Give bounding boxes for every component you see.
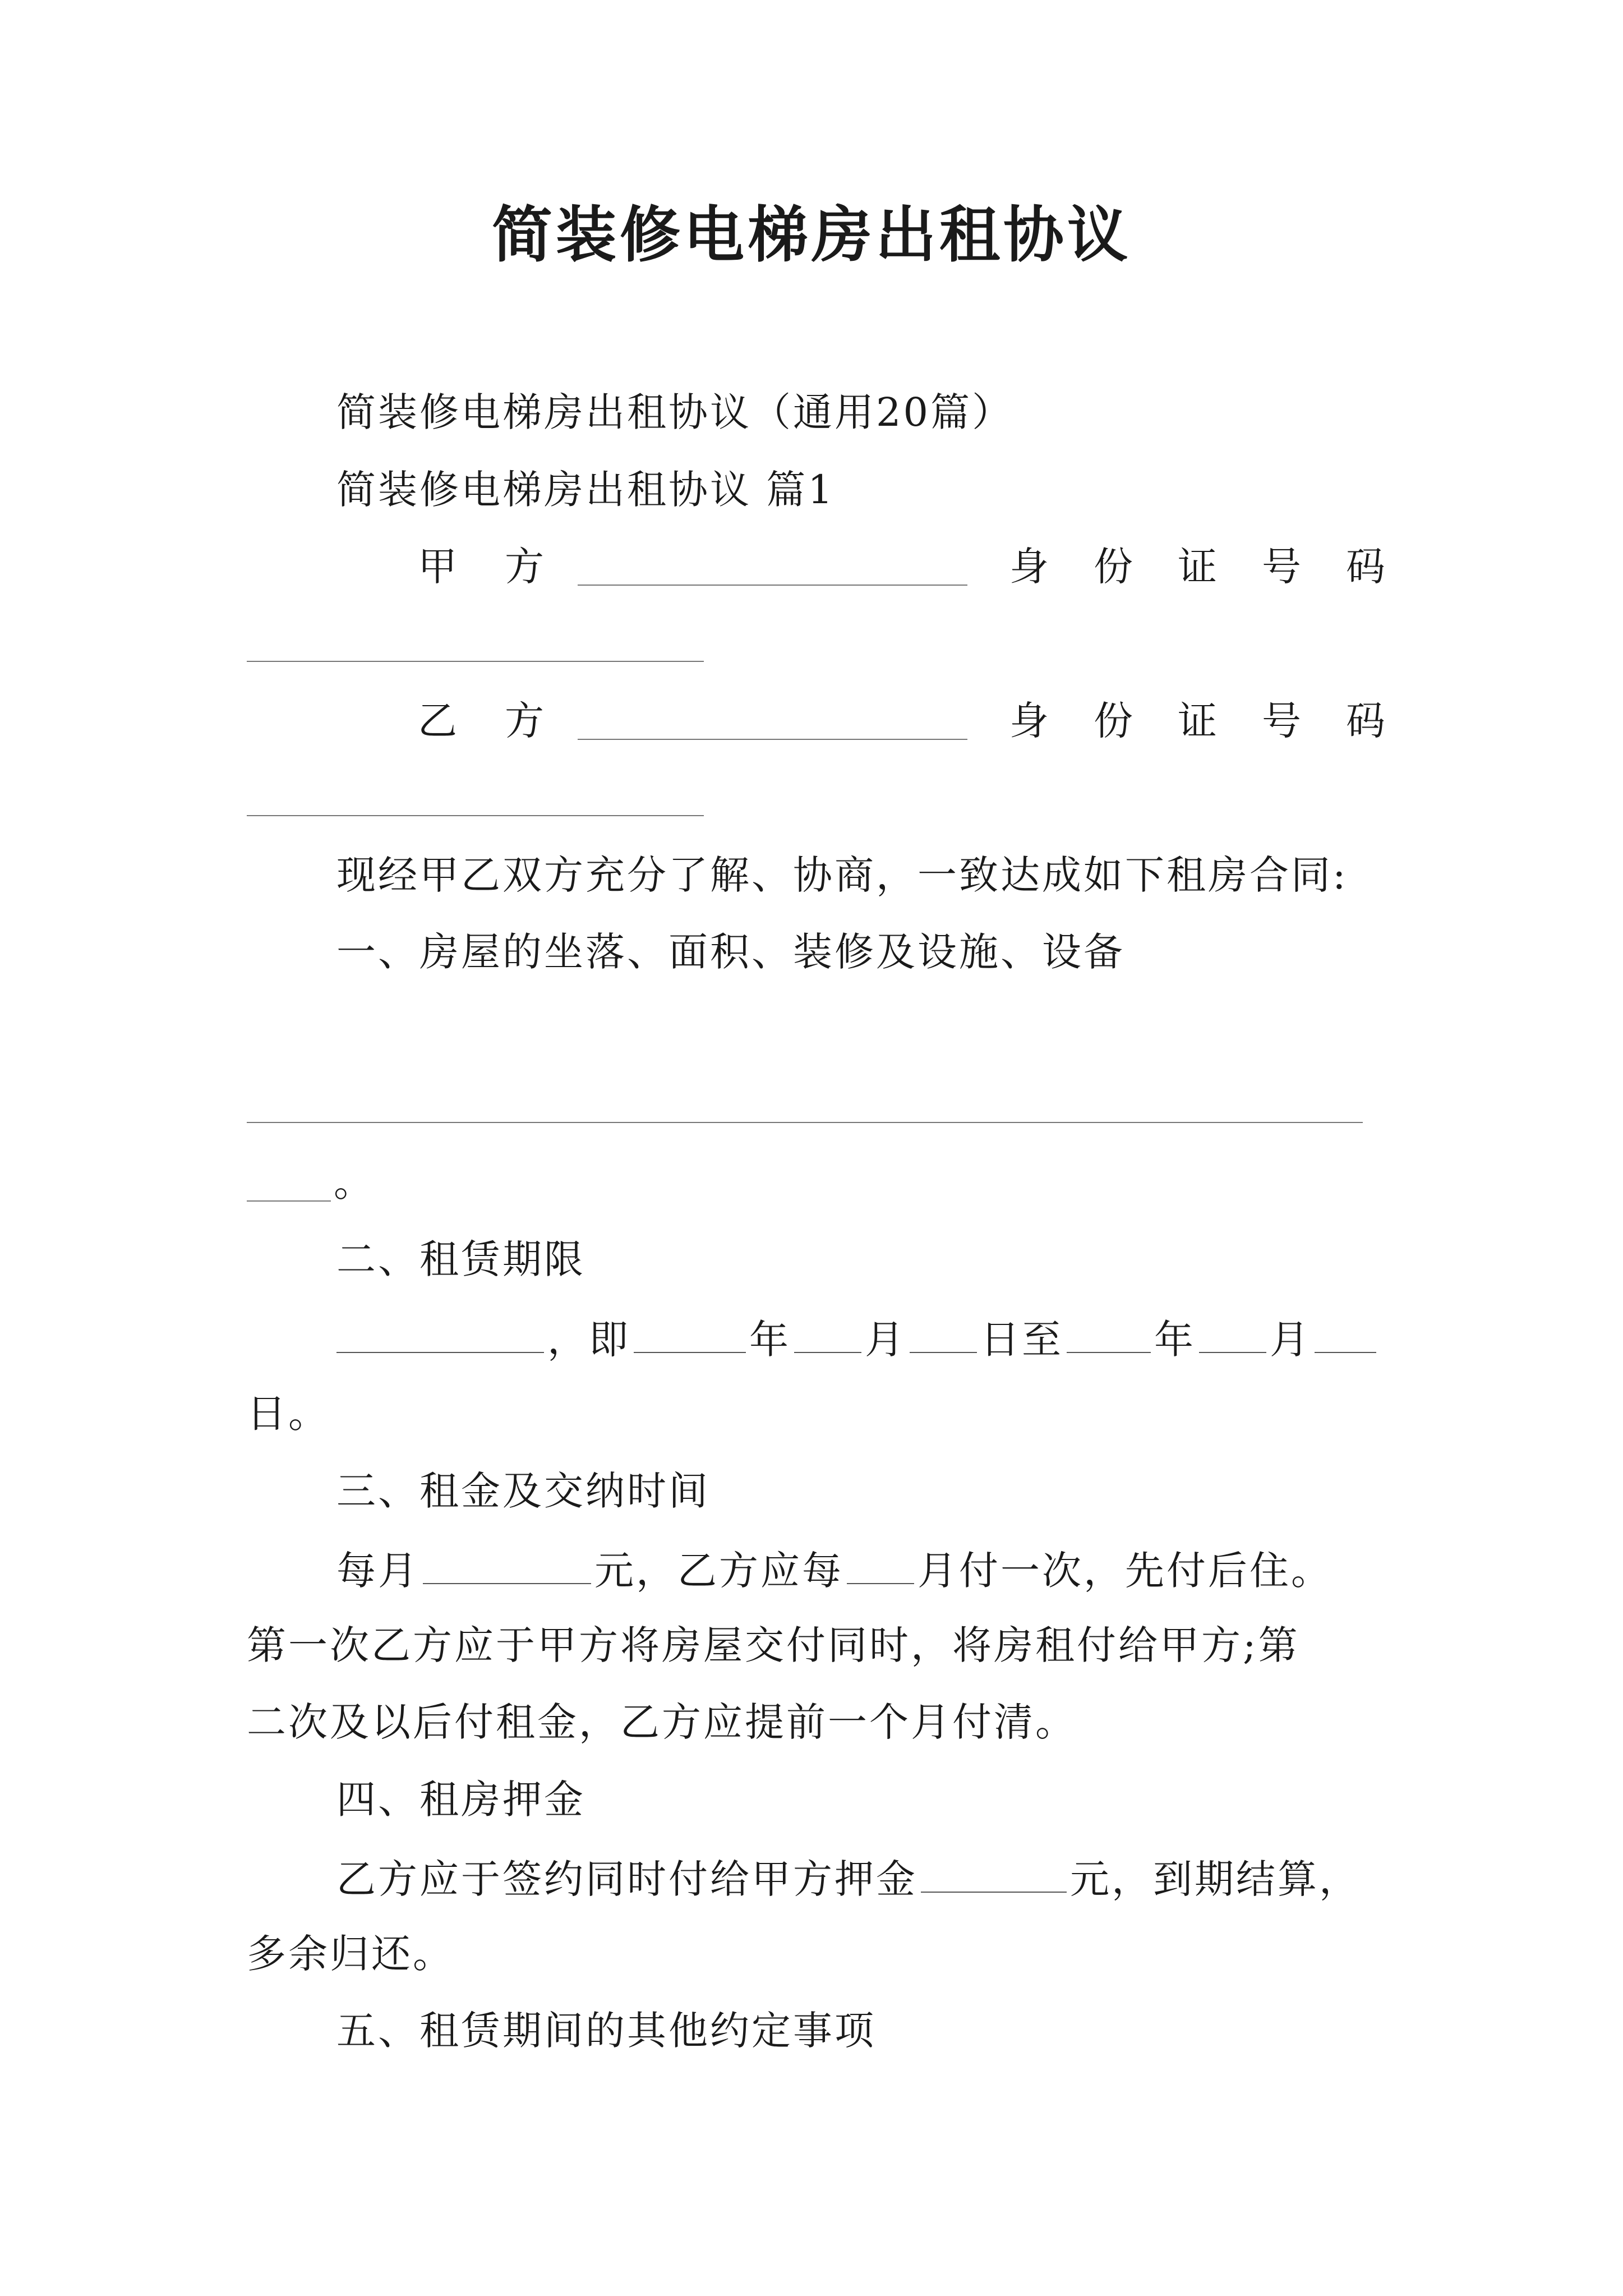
section-4-paragraph-1: 乙方应于签约同时付给甲方押金 元，到期结算， [336, 1856, 1361, 1902]
section-2-term-end: 日。 [247, 1391, 330, 1437]
section-2-term-line: ，即 年 月 日至 年 月 [336, 1317, 1380, 1359]
section-3-paragraph-2: 第一次乙方应于甲方将房屋交付同时，将房租付给甲方;第 [247, 1622, 1300, 1668]
section-1-end-mark: 。 [334, 1159, 375, 1205]
section-1-blank-end [247, 1200, 331, 1202]
section-4-paragraph-2: 多余归还。 [247, 1931, 454, 1977]
deposit-amount-blank [921, 1857, 1067, 1893]
chapter-heading: 简装修电梯房出租协议 篇1 [336, 467, 835, 513]
start-day-blank [910, 1317, 977, 1353]
document-title: 简装修电梯房出租协议 [491, 200, 1131, 270]
section-3-paragraph-1: 每月 元，乙方应每 月付一次，先付后住。 [336, 1548, 1332, 1594]
party-a-id-blank [247, 661, 704, 662]
party-a-label: 甲 方 [418, 544, 544, 590]
end-year-blank [1067, 1317, 1151, 1353]
end-month-blank [1199, 1317, 1266, 1353]
section-2-heading: 二、租赁期限 [336, 1236, 585, 1282]
party-b-id-label: 身 份 证 号 码 [1009, 698, 1385, 744]
start-year-blank [634, 1317, 746, 1353]
party-b-id-blank [247, 815, 704, 816]
term-duration-blank [336, 1317, 544, 1353]
end-day-blank [1315, 1317, 1376, 1353]
intro-paragraph: 现经甲乙双方充分了解、协商，一致达成如下租房合同: [336, 852, 1348, 898]
start-month-blank [794, 1317, 861, 1353]
payment-interval-blank [847, 1548, 914, 1584]
section-3-paragraph-3: 二次及以后付租金，乙方应提前一个月付清。 [247, 1699, 1077, 1745]
party-b-name-blank [578, 739, 967, 740]
document-subtitle: 简装修电梯房出租协议（通用20篇） [336, 389, 1014, 435]
section-5-heading: 五、租赁期间的其他约定事项 [336, 2008, 876, 2054]
party-a-id-label: 身 份 证 号 码 [1009, 544, 1385, 590]
monthly-rent-blank [423, 1548, 591, 1584]
section-1-blank-line [247, 1122, 1363, 1123]
section-3-heading: 三、租金及交纳时间 [336, 1468, 710, 1514]
section-1-heading: 一、房屋的坐落、面积、装修及设施、设备 [336, 929, 1125, 975]
section-4-heading: 四、租房押金 [336, 1777, 585, 1823]
party-a-name-blank [578, 585, 967, 586]
party-b-label: 乙 方 [418, 698, 544, 744]
